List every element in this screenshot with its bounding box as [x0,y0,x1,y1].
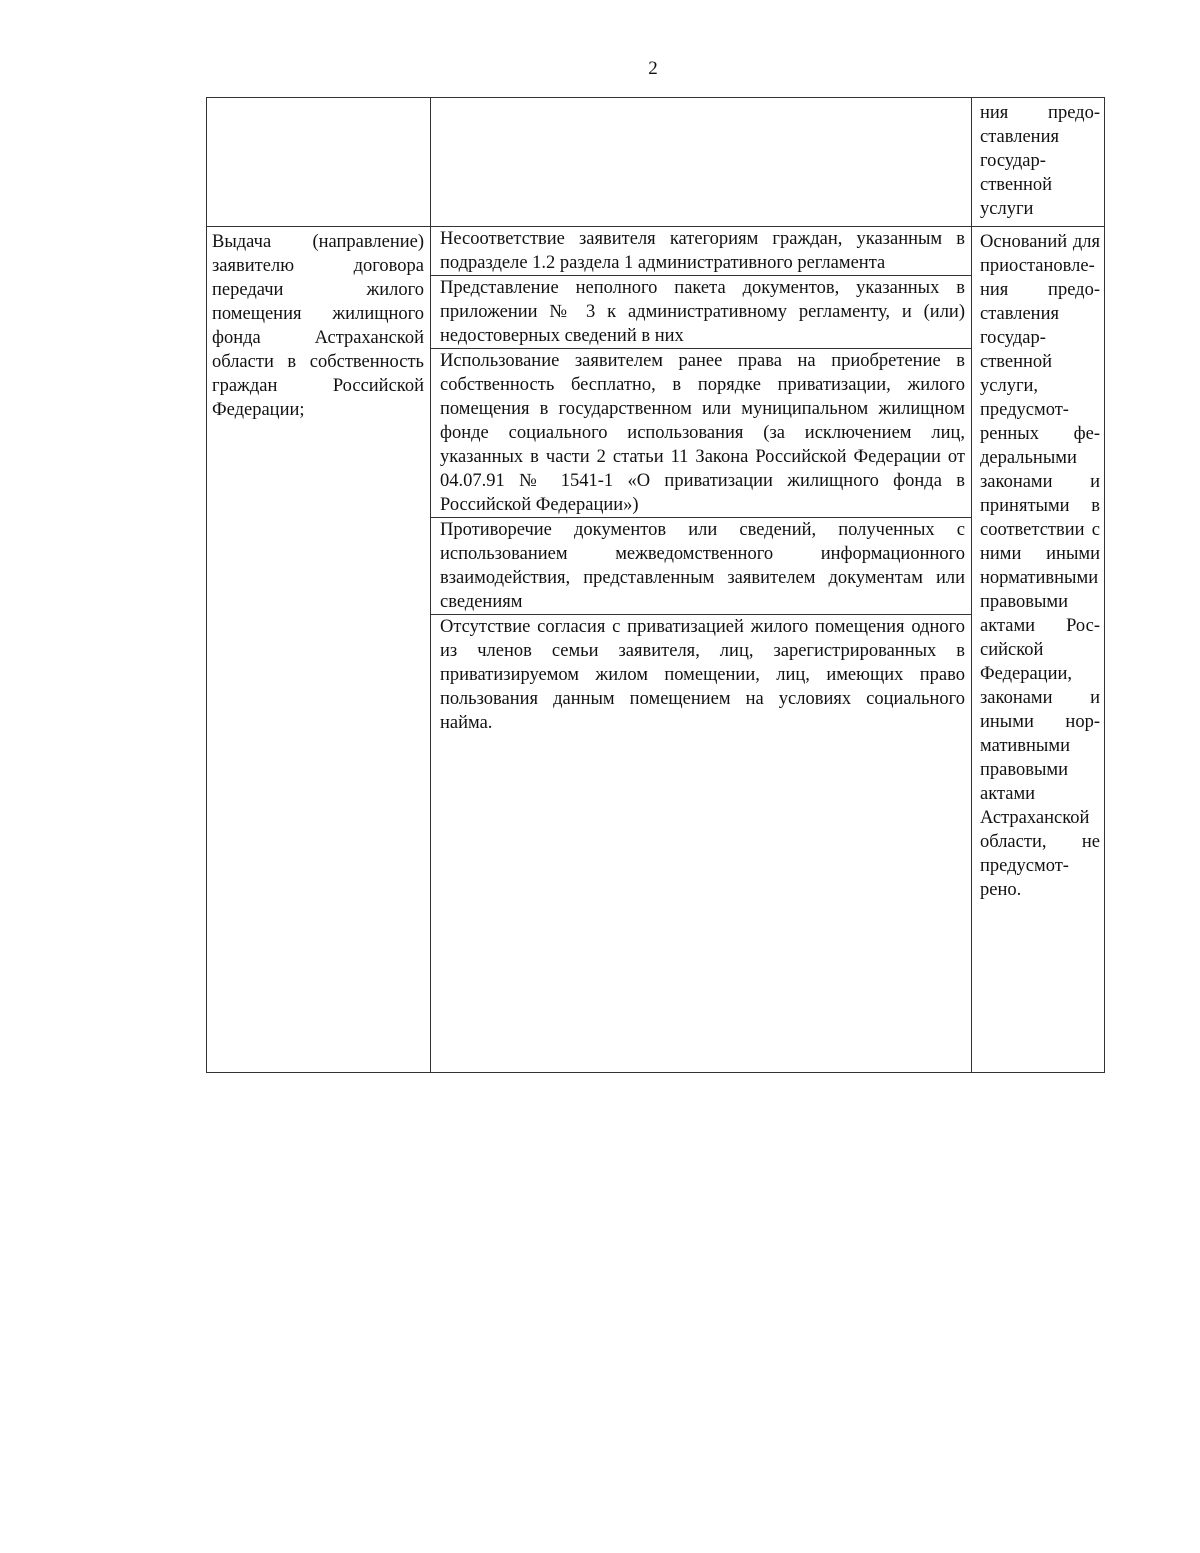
table-row-continuation [207,98,1105,227]
suspension-text: Оснований для приостановления предоставления государственной услуги, предусмотренных федеральными законами и принятыми в соответствии с ними иными нормативными правовыми актами Российской Федерации, законами и иными нормативными правовыми актами Астраханской области, не предусмотрено. [980,232,1100,900]
service-name-text: Выдача (направление) заявителю договора передачи жилого помещения жилищного фонда Астраханской области в собственность граждан Российской Федерации; [212,232,424,420]
refusal-reason-1: Несоответствие заявителя категориям граждан, указанным в подразделе 1.2 раздела 1 административного регламента [431,227,971,276]
table-cell-suspension-continued [972,98,1105,227]
refusal-reasons-list [431,227,971,1072]
table-row-service [207,227,1105,1073]
refusal-reason-3: Использование заявителем ранее права на приобретение в собственность бесплатно, в порядке приватизации, жилого помещения в государственном или муниципальном жилищном фонде социального использования (за исключением лиц, указанных в части 2 статьи 11 Закона Российской Федерации от 04.07.91 № 1541-1 «О приватизации жилищного фонда в Российской Федерации») [431,349,971,518]
table-cell-refusal-reasons [431,227,972,1073]
refusal-reason-5: Отсутствие согласия с приватизацией жилого помещения одного из членов семьи заявителя, лиц, зарегистрированных в приватизируемом жилом помещении, лиц, имеющих право пользования данным помещением на условиях социального найма. [440,617,965,733]
services-table [206,97,1105,1073]
suspension-continued-text: ния предоставления государственной услуги [980,103,1100,219]
page-number: 2 [648,58,658,79]
table-cell-suspension [972,227,1105,1073]
refusal-reason-2: Представление неполного пакета документов, указанных в приложении № 3 к административному регламенту, и (или) недостоверных сведений в них [431,276,971,349]
refusal-reason-4: Противоречие документов или сведений, полученных с использованием межведомственного информационного взаимодействия, представленным заявителем документам или сведениям [431,518,971,615]
table-cell-service [207,227,431,1073]
table-cell-empty-1 [207,98,431,227]
table-cell-empty-2 [431,98,972,227]
